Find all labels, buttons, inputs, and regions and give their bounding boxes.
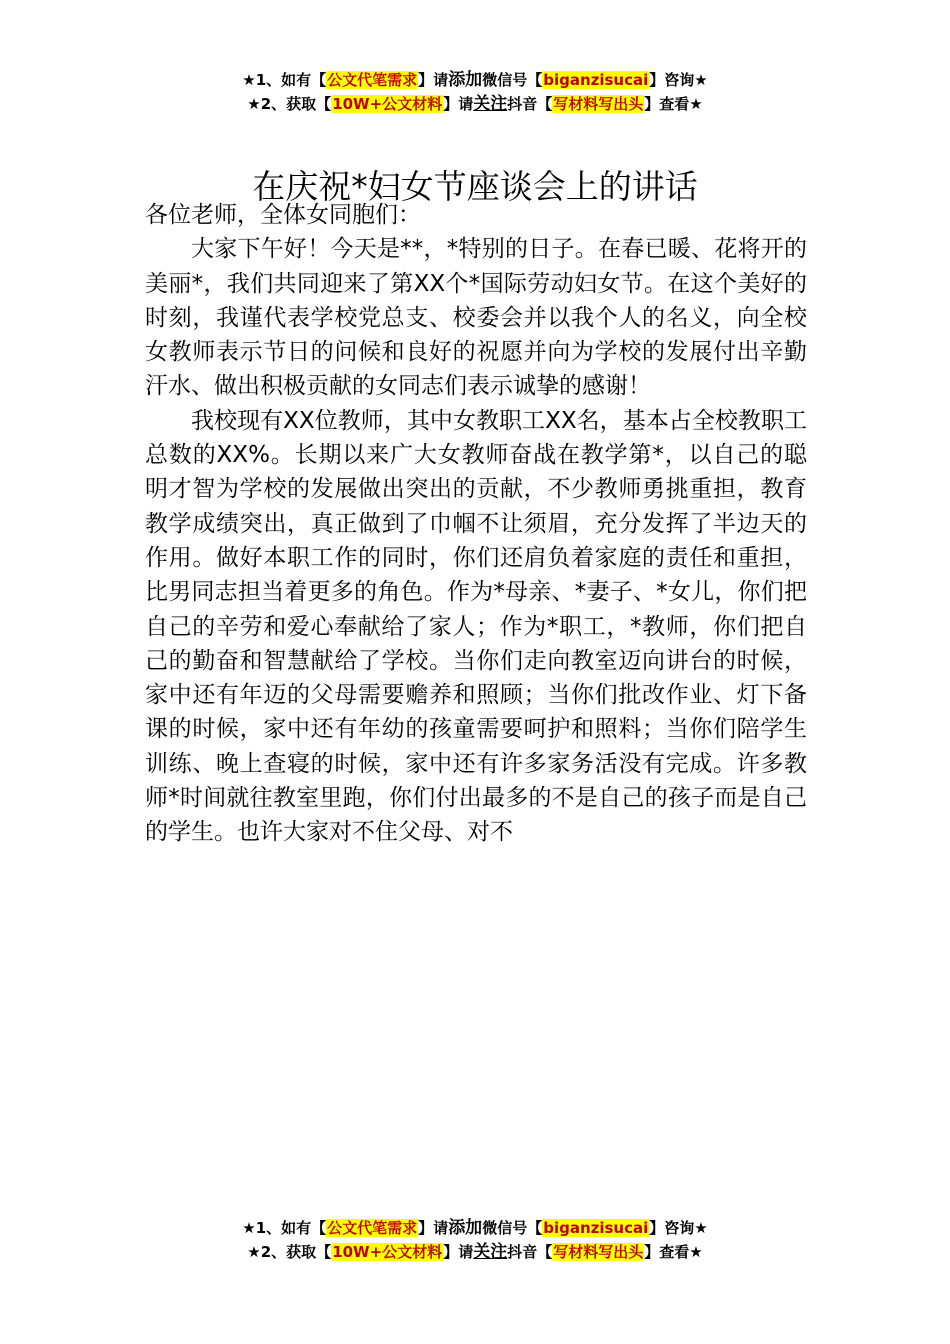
header-banner (0, 68, 950, 116)
banner-highlight: 10W+公文材料 (332, 1243, 443, 1261)
banner-highlight: 公文代笔需求 (327, 71, 418, 89)
banner-line-2 (0, 1240, 950, 1264)
salutation: 各位老师，全体女同胞们： (145, 202, 421, 228)
banner-text: 】请 (418, 71, 449, 89)
banner-highlight: biganzisucai (543, 1219, 649, 1237)
banner-highlight: 写材料写出头 (553, 1243, 644, 1261)
banner-emphasis: 添加 (448, 70, 483, 90)
banner-text: 】请 (443, 1243, 474, 1261)
paragraph: 我校现有XX位教师，其中女教职工XX名，基本占全校教职工总数的XX%。长期以来广大女教师奋战在教学第*，以自己的聪明才智为学校的发展做出突出的贡献，不少教师勇挑重担，教育教学成绩突出，真正做到了巾帼不让须眉，充分发挥了半边天的作用。做好本职工作的同时，你们还肩负着家庭的责任和重担，比男同志担当着更多的角色。作为*母亲、*妻子、*女儿，你们把自己的辛劳和爱心奉献给了家人；作为*职工，*教师，你们把自己的勤奋和智慧献给了学校。当你们走向教室迈向讲台的时候，家中还有年迈的父母需要赡养和照顾；当你们批改作业、灯下备课的时候，家中还有年幼的孩童需要呵护和照料；当你们陪学生训练、晚上查寝的时候，家中还有许多家务活没有完成。许多教师*时间就往教室里跑，你们付出最多的不是自己的孩子而是自己的学生。也许大家对不住父母、对不 (145, 407, 807, 846)
banner-highlight: biganzisucai (543, 71, 649, 89)
banner-text: ★2、获取【 (247, 1243, 332, 1261)
banner-line-1 (0, 1216, 950, 1240)
banner-emphasis: 关注 (473, 1242, 508, 1262)
banner-text: 】请 (443, 95, 474, 113)
banner-line-1 (0, 68, 950, 92)
banner-text: 微信号【 (482, 1219, 543, 1237)
banner-text: 抖音【 (507, 95, 553, 113)
banner-highlight: 10W+公文材料 (332, 95, 443, 113)
banner-text: 】请 (418, 1219, 449, 1237)
banner-text: ★1、如有【 (242, 1219, 327, 1237)
banner-highlight: 公文代笔需求 (327, 1219, 418, 1237)
banner-text: 】咨询★ (649, 71, 708, 89)
banner-highlight: 写材料写出头 (553, 95, 644, 113)
document-body (145, 198, 807, 850)
banner-text: ★1、如有【 (242, 71, 327, 89)
banner-text: 】咨询★ (649, 1219, 708, 1237)
footer-banner (0, 1216, 950, 1264)
banner-emphasis: 关注 (473, 94, 508, 114)
banner-text: 抖音【 (507, 1243, 553, 1261)
paragraph: 大家下午好！今天是**，*特别的日子。在春已暖、花将开的美丽*，我们共同迎来了第XX个*国际劳动妇女节。在这个美好的时刻，我谨代表学校党总支、校委会并以我个人的名义，向全校女教师表示节日的问候和良好的祝愿并向为学校的发展付出辛勤汗水、做出积极贡献的女同志们表示诚挚的感谢！ (145, 236, 807, 400)
document-title: 在庆祝*妇女节座谈会上的讲话 (252, 167, 698, 207)
banner-line-2 (0, 92, 950, 116)
banner-text: ★2、获取【 (247, 95, 332, 113)
banner-text: 】查看★ (644, 1243, 703, 1261)
banner-text: 】查看★ (644, 95, 703, 113)
banner-emphasis: 添加 (448, 1218, 483, 1238)
banner-text: 微信号【 (482, 71, 543, 89)
